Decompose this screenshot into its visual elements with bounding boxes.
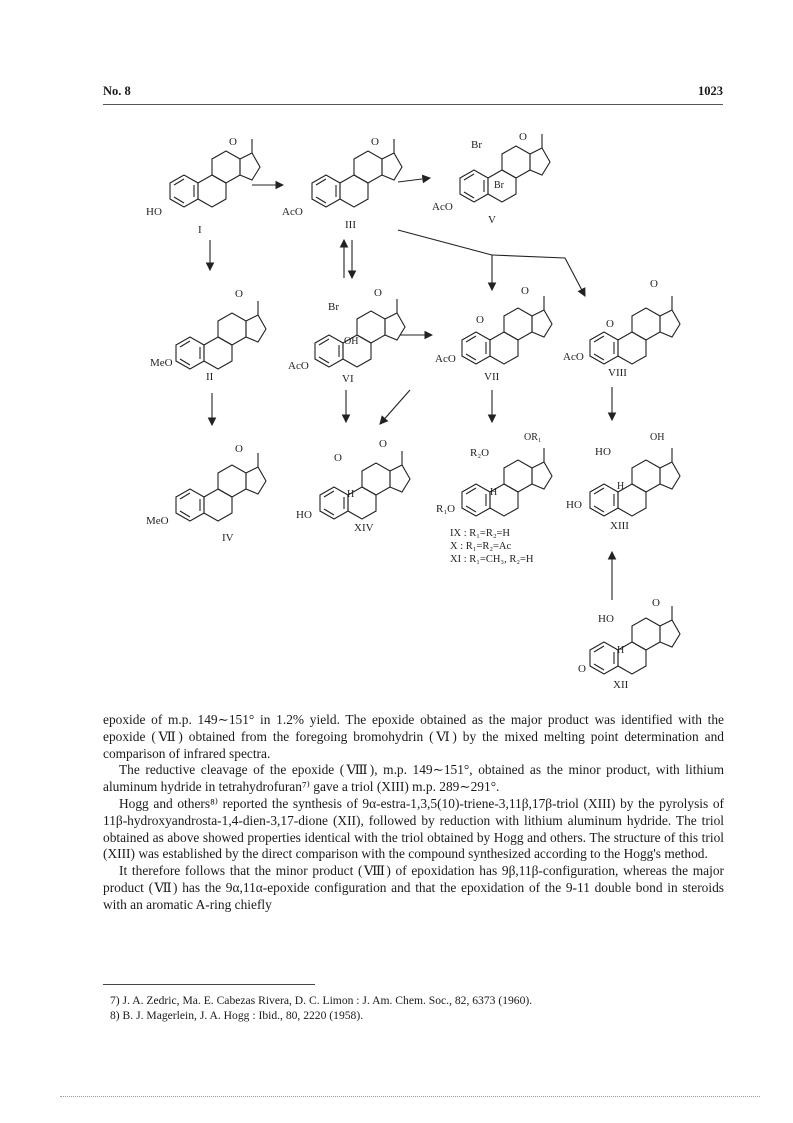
arrow-VII-to-XIV: [380, 390, 410, 424]
r-group-2: X : R₁=R₂=Ac: [450, 541, 512, 552]
atom-H: H: [347, 489, 355, 500]
body-text: [103, 712, 724, 914]
label-VI: VI: [342, 373, 354, 385]
atom-AcO: AcO: [435, 353, 456, 365]
reaction-arrows: [210, 178, 612, 600]
compound-III: [282, 136, 402, 231]
label-IV: IV: [222, 532, 234, 544]
page-bottom-rule: [60, 1096, 760, 1097]
atom-Br: Br: [328, 301, 339, 313]
r-group-1: IX : R₁=R₂=H: [450, 528, 511, 539]
atom-HO: HO: [595, 446, 611, 458]
atom-O: O: [476, 314, 484, 326]
atom-O: O: [652, 597, 660, 609]
atom-OH: OH: [650, 432, 665, 443]
atom-O: O: [235, 288, 243, 300]
compound-VIII: [563, 278, 680, 379]
footnote-7: 7) J. A. Zedric, Ma. E. Cabezas Rivera, D. C. Limon : J. Am. Chem. Soc., 82, 6373 (1960).: [110, 994, 533, 1007]
paragraph: It therefore follows that the minor product (Ⅷ) of epoxidation has 9β,11β-configuration, whereas the major product (Ⅶ) has the 9α,11α-epoxide configuration and that the epoxidation of the 9-11 double bond in steroids with an aromatic A-ring chiefly: [103, 863, 724, 912]
paragraph: Hogg and others⁸⁾ reported the synthesis of 9α-estra-1,3,5(10)-triene-3,11β,17β-triol (XIII) by the pyrolysis of 11β-hydroxyandrosta-1,4-dien-3,17-dione (XII), followed by reduction with lithium aluminum hydride. The triol obtained as above showed properties identical with the triol obtained by Hogg and others. The structure of this triol (XIII) was established by the direct comparison with the compound synthesized according to the Hogg's method.: [103, 795, 724, 862]
atom-AcO: AcO: [282, 206, 303, 218]
compound-XIV: [296, 438, 410, 534]
atom-R2O: R₂O: [470, 447, 490, 459]
atom-O: O: [650, 278, 658, 290]
atom-H: H: [617, 481, 625, 492]
compound-IX-XI: [436, 432, 552, 565]
label-VIII: VIII: [608, 367, 627, 379]
arrow-V-to-VIII: [492, 255, 585, 296]
arrow-V-to-VII: [398, 230, 492, 290]
atom-O: O: [606, 318, 614, 330]
atom-OR1: OR₁: [524, 432, 542, 443]
footnote-rule: [103, 984, 315, 985]
atom-O: O: [371, 136, 379, 148]
compound-II: [150, 288, 266, 383]
compound-XIII: [566, 432, 680, 532]
footnotes: [110, 994, 720, 1023]
atom-HO: HO: [296, 509, 312, 521]
label-I: I: [198, 224, 202, 236]
atom-O: O: [334, 452, 342, 464]
paragraph: epoxide of m.p. 149∼151° in 1.2% yield. The epoxide obtained as the major product was identified with the epoxide (Ⅶ) obtained from the foregoing bromohydrin (Ⅵ) by the mixed melting point determination and comparison of infrared spectra.: [103, 712, 724, 761]
atom-O: O: [235, 443, 243, 455]
atom-MeO: MeO: [150, 357, 173, 369]
atom-O: O: [229, 136, 237, 148]
atom-H: H: [617, 645, 625, 656]
atom-HO: HO: [598, 613, 614, 625]
label-II: II: [206, 371, 214, 383]
compound-I: [146, 136, 260, 236]
paragraph: The reductive cleavage of the epoxide (Ⅷ), m.p. 149∼151°, obtained as the minor product, with lithium aluminum hydride in tetrahydrofuran⁷⁾ gave a triol (XIII) m.p. 289∼291°.: [103, 762, 724, 795]
footnote-8: 8) B. J. Magerlein, J. A. Hogg : Ibid., 80, 2220 (1958).: [110, 1008, 364, 1022]
label-III: III: [345, 219, 356, 231]
atom-O: O: [379, 438, 387, 450]
atom-MeO: MeO: [146, 515, 169, 527]
r-group-3: XI : R₁=CH₃, R₂=H: [450, 554, 534, 565]
label-XII: XII: [613, 679, 629, 691]
atom-AcO: AcO: [432, 201, 453, 213]
atom-O: O: [519, 131, 527, 143]
atom-Br: Br: [494, 180, 504, 191]
atom-O: O: [374, 287, 382, 299]
atom-O: O: [521, 285, 529, 297]
label-XIV: XIV: [354, 522, 374, 534]
compound-VI: [288, 287, 405, 385]
page-number: 1023: [698, 84, 723, 98]
arrow-III-to-V: [398, 178, 430, 182]
atom-O: O: [578, 663, 586, 675]
compound-IV: [146, 443, 266, 544]
atom-Br: Br: [471, 139, 482, 151]
journal-issue: No. 8: [103, 84, 131, 98]
compound-XII: [578, 597, 680, 691]
atom-AcO: AcO: [563, 351, 584, 363]
atom-HO: HO: [566, 499, 582, 511]
label-V: V: [488, 214, 496, 226]
atom-AcO: AcO: [288, 360, 309, 372]
label-VII: VII: [484, 371, 500, 383]
compound-V: [432, 131, 550, 226]
label-XIII: XIII: [610, 520, 629, 532]
atom-H: H: [490, 487, 498, 498]
atom-HO: HO: [146, 206, 162, 218]
atom-R1O: R₁O: [436, 503, 456, 515]
atom-OH: OH: [344, 336, 359, 347]
compound-VII: [435, 285, 552, 383]
